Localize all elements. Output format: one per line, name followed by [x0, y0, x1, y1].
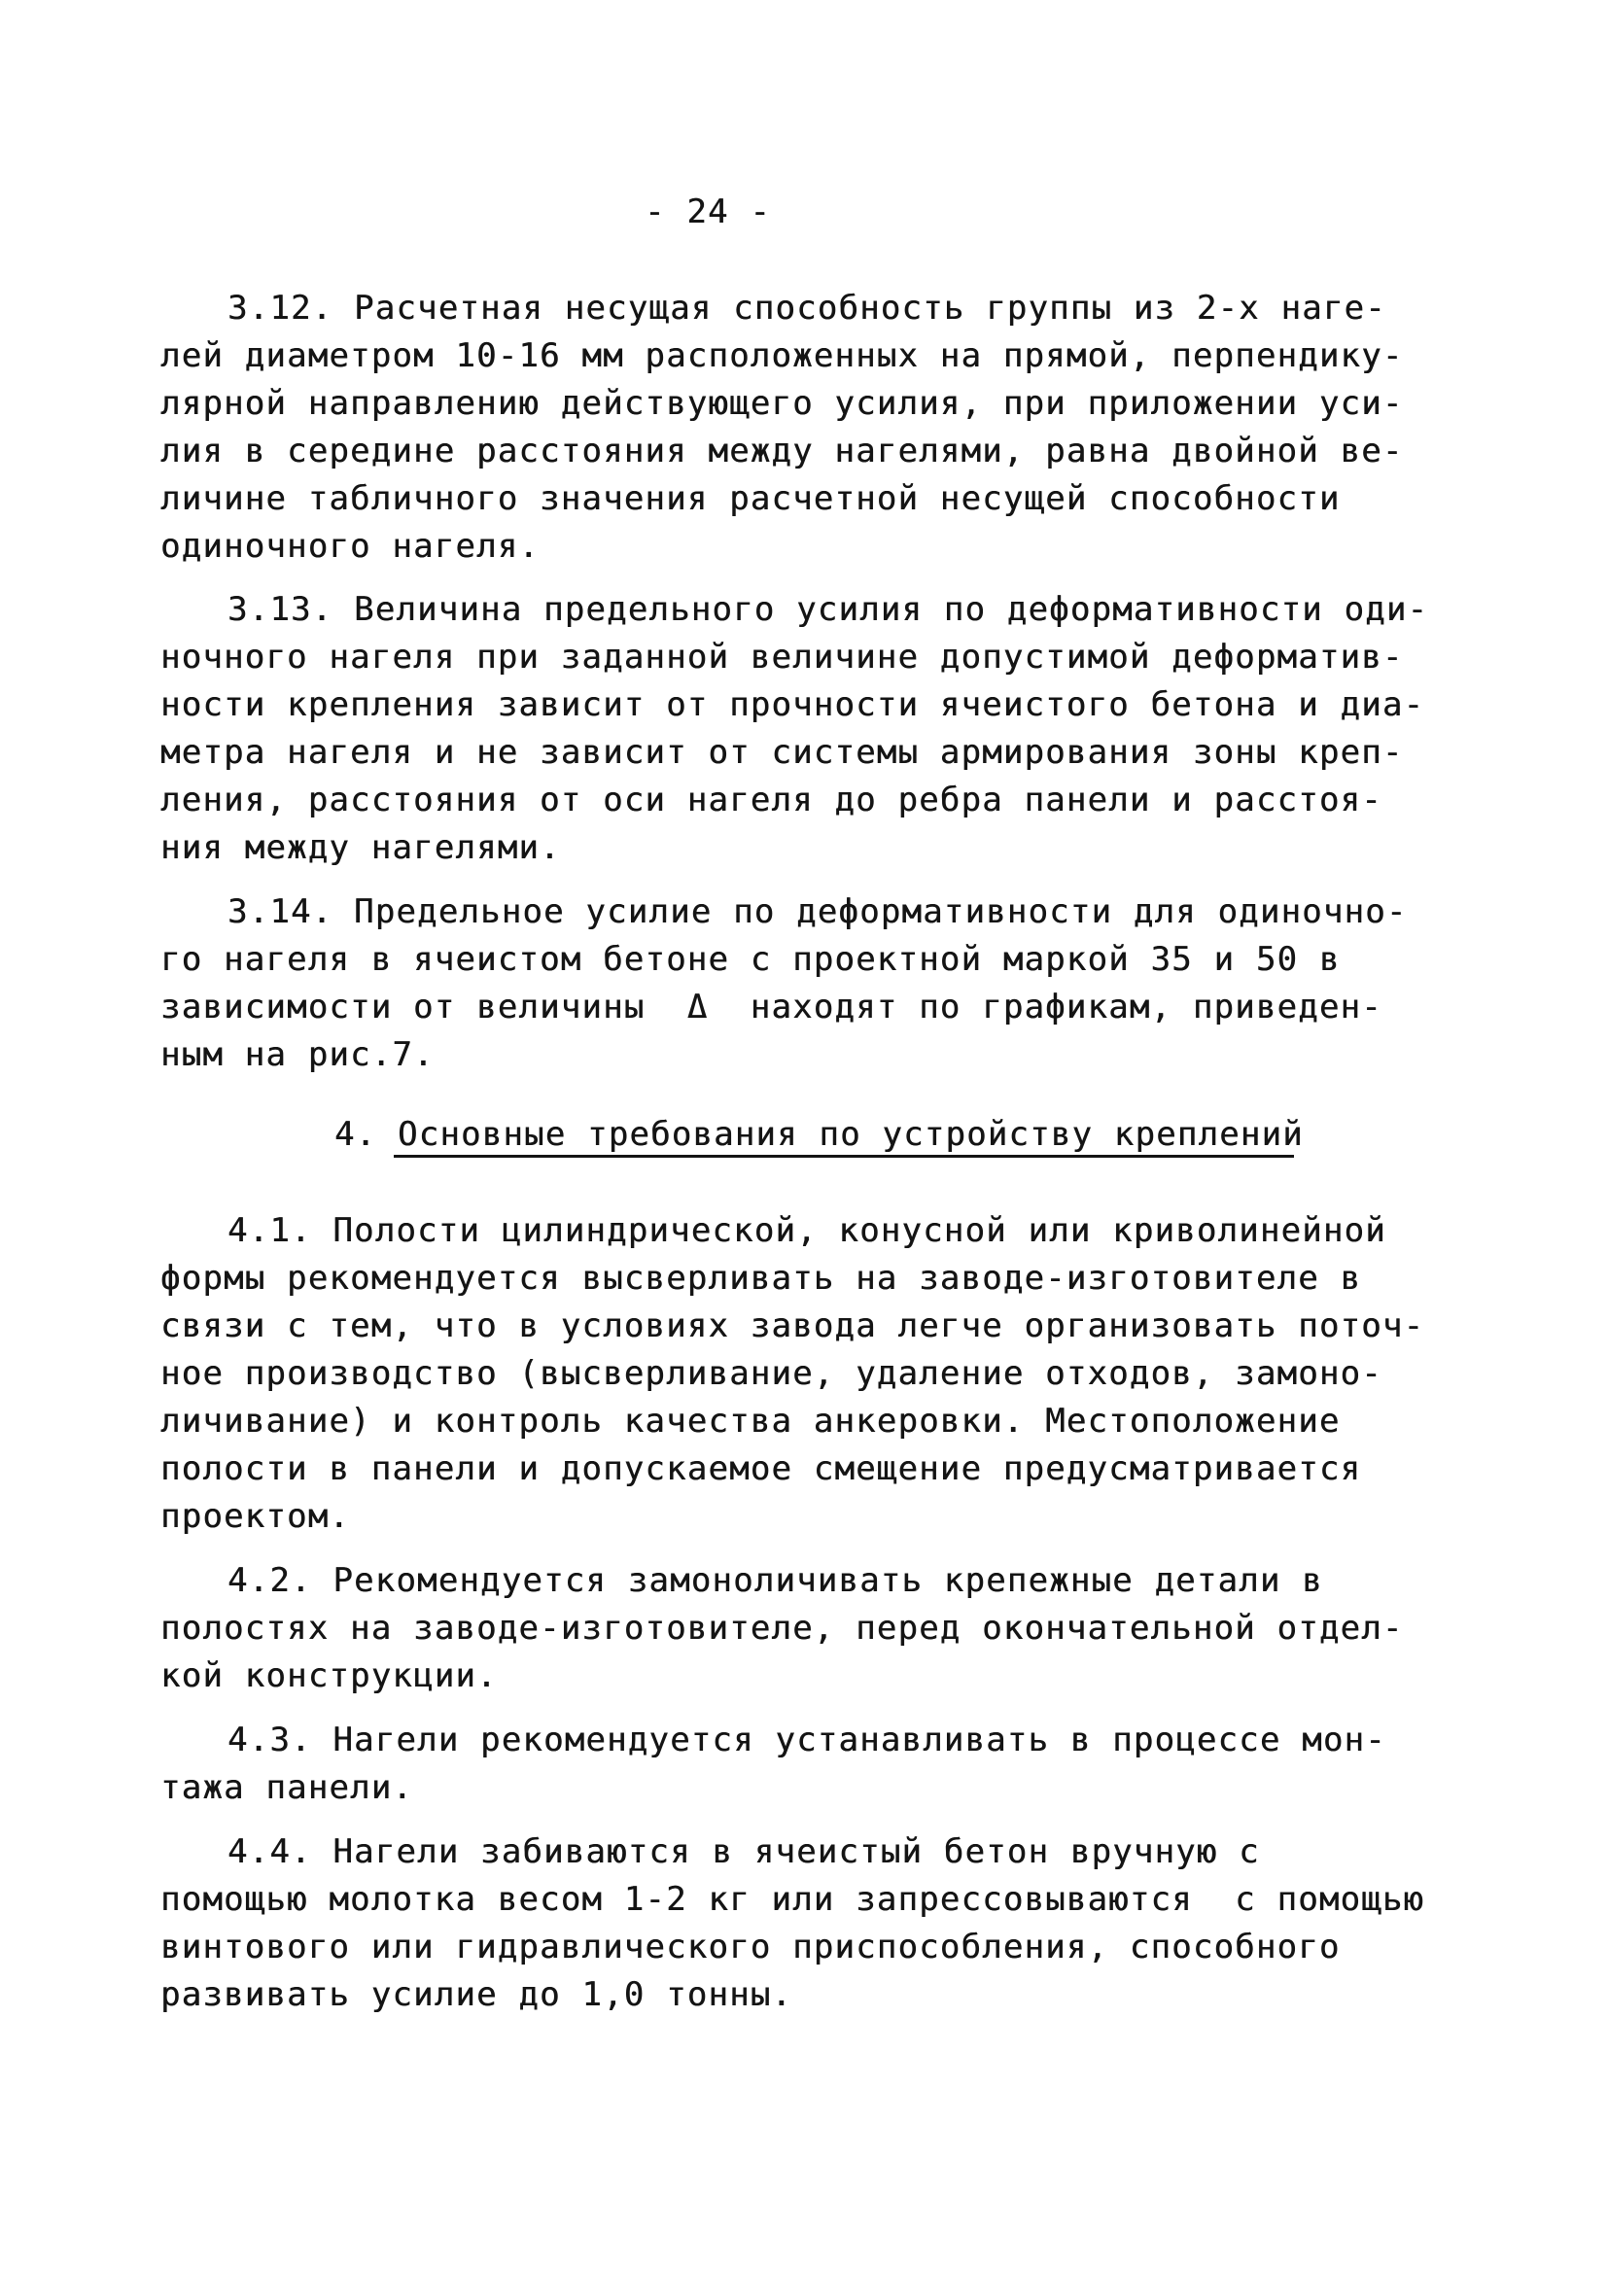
paragraph-4-1-line-2: формы рекомендуется высверливать на заводе-изготовителе в	[160, 1259, 1362, 1298]
paragraph-4-3-line-2: тажа панели.	[160, 1768, 414, 1807]
paragraph-3-12-line-5: личине табличного значения расчетной несущей способности	[160, 479, 1341, 518]
paragraph-3-14-line-2: го нагеля в ячеистом бетоне с проектной маркой 35 и 50 в	[160, 940, 1341, 979]
paragraph-4-1-line-6: полости в панели и допускаемое смещение предусматривается	[160, 1449, 1362, 1488]
paragraph-3-14-line-4: ным на рис.7.	[160, 1035, 435, 1074]
paragraph-3-13-line-1: 3.13. Величина предельного усилия по деформативности оди-	[227, 590, 1429, 629]
paragraph-3-13-line-5: ления, расстояния от оси нагеля до ребра панели и расстоя-	[160, 781, 1382, 819]
paragraph-4-4-line-1: 4.4. Нагели забиваются в ячеистый бетон вручную с	[227, 1832, 1260, 1871]
paragraph-4-4-line-3: винтового или гидравлического приспособления, способного	[160, 1928, 1341, 1966]
paragraph-3-14-line-3: зависимости от величины Δ находят по графикам, приведен-	[160, 988, 1382, 1026]
paragraph-4-4-line-2: помощью молотка весом 1-2 кг или запрессовываются с помощью	[160, 1880, 1425, 1919]
paragraph-4-3-line-1: 4.3. Нагели рекомендуется устанавливать в процессе мон-	[227, 1721, 1386, 1759]
paragraph-3-12-line-6: одиночного нагеля.	[160, 527, 541, 566]
paragraph-3-13-line-2: ночного нагеля при заданной величине допустимой деформатив-	[160, 638, 1404, 677]
paragraph-4-1-line-5: личивание) и контроль качества анкеровки. Местоположение	[160, 1402, 1341, 1441]
paragraph-3-12-line-4: лия в середине расстояния между нагелями, равна двойной ве-	[160, 432, 1404, 470]
paragraph-4-2-line-2: полостях на заводе-изготовителе, перед окончательной отдел-	[160, 1609, 1404, 1648]
paragraph-3-12-line-2: лей диаметром 10-16 мм расположенных на прямой, перпендику-	[160, 336, 1404, 375]
paragraph-4-1-line-4: ное производство (высверливание, удаление отходов, замоно-	[160, 1354, 1382, 1393]
page-number: - 24 -	[645, 192, 772, 231]
paragraph-4-4-line-4: развивать усилие до 1,0 тонны.	[160, 1975, 793, 2014]
paragraph-3-13-line-4: метра нагеля и не зависит от системы армирования зоны креп-	[160, 733, 1404, 772]
paragraph-3-12-line-3: лярной направлению действующего усилия, при приложении уси-	[160, 384, 1404, 423]
section-4-heading: 4. Основные требования по устройству креплений	[334, 1115, 1304, 1154]
paragraph-3-14-line-1: 3.14. Предельное усилие по деформативности для одиночно-	[227, 892, 1408, 931]
paragraph-4-1-line-7: проектом.	[160, 1497, 351, 1536]
paragraph-3-12-line-1: 3.12. Расчетная несущая способность группы из 2-х наге-	[227, 289, 1386, 328]
paragraph-3-13-line-3: ности крепления зависит от прочности ячеистого бетона и диа-	[160, 685, 1425, 724]
paragraph-4-1-line-3: связи с тем, что в условиях завода легче организовать поточ-	[160, 1306, 1425, 1345]
section-4-heading-underline	[394, 1155, 1294, 1158]
paragraph-4-1-line-1: 4.1. Полости цилиндрической, конусной или криволинейной	[227, 1211, 1386, 1250]
paragraph-4-2-line-1: 4.2. Рекомендуется замоноличивать крепежные детали в	[227, 1561, 1323, 1600]
paragraph-3-13-line-6: ния между нагелями.	[160, 828, 561, 867]
paragraph-4-2-line-3: кой конструкции.	[160, 1656, 498, 1695]
